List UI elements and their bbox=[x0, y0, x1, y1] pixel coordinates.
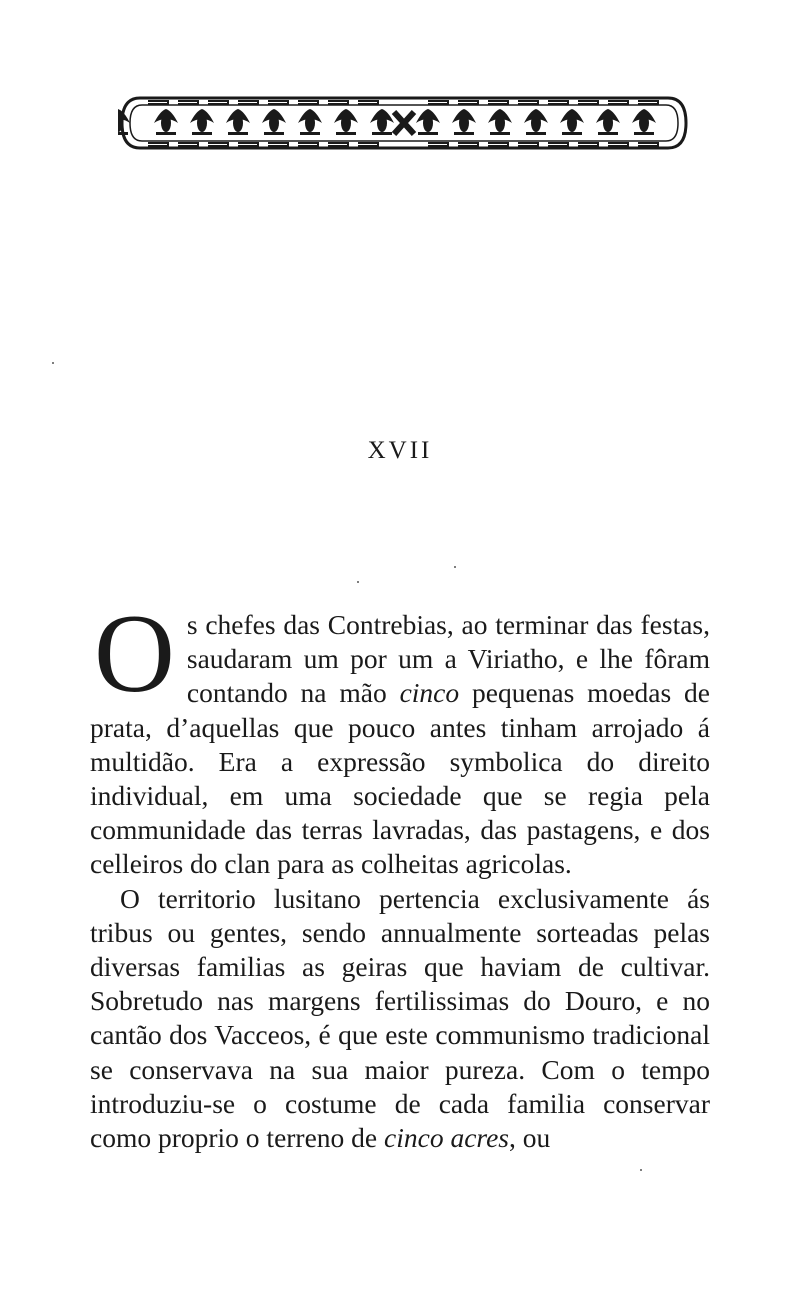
print-speck bbox=[52, 362, 54, 364]
print-speck bbox=[454, 566, 456, 568]
print-speck bbox=[640, 1169, 642, 1171]
paragraph-1-text-b: pequenas moedas de prata, d’aquellas que pouco antes tinham arrojado á multidão. Era a expressão symbolica do direito individual, em uma sociedade que se regia pela communidade das terras lavradas, das pastagens, e dos celleiros do clan para as colheitas agricolas. bbox=[90, 677, 710, 880]
paragraph-2-italic: cinco acres bbox=[384, 1122, 509, 1154]
paragraph-1-italic: cinco bbox=[399, 677, 460, 709]
print-speck bbox=[357, 581, 359, 583]
paragraph-2-text-b: , ou bbox=[509, 1122, 551, 1154]
decorative-headpiece bbox=[118, 88, 690, 158]
drop-cap: O bbox=[94, 592, 175, 716]
paragraph-1-text-a: s chefes das Contrebias, ao terminar das festas, saudaram um por um a Viriatho, e lhe fôram contando na mão bbox=[186, 609, 710, 709]
paragraph-2 bbox=[90, 882, 710, 1156]
paragraph-1 bbox=[90, 592, 710, 882]
paragraph-2-text-a: O territorio lusitano pertencia exclusivamente ás tribus ou gentes, sendo annualmente sorteadas pelas diversas familias as geiras que haviam de cultivar. Sobretudo nas margens fertilissimas do Douro, e no cantão dos Vacceos, é que este communismo tradicional se conservava na sua maior pureza. Com o tempo introduziu-se o costume de cada familia conservar como proprio o terreno de bbox=[90, 882, 710, 1154]
chapter-number: XVII bbox=[367, 437, 433, 464]
body-text bbox=[90, 592, 710, 1155]
